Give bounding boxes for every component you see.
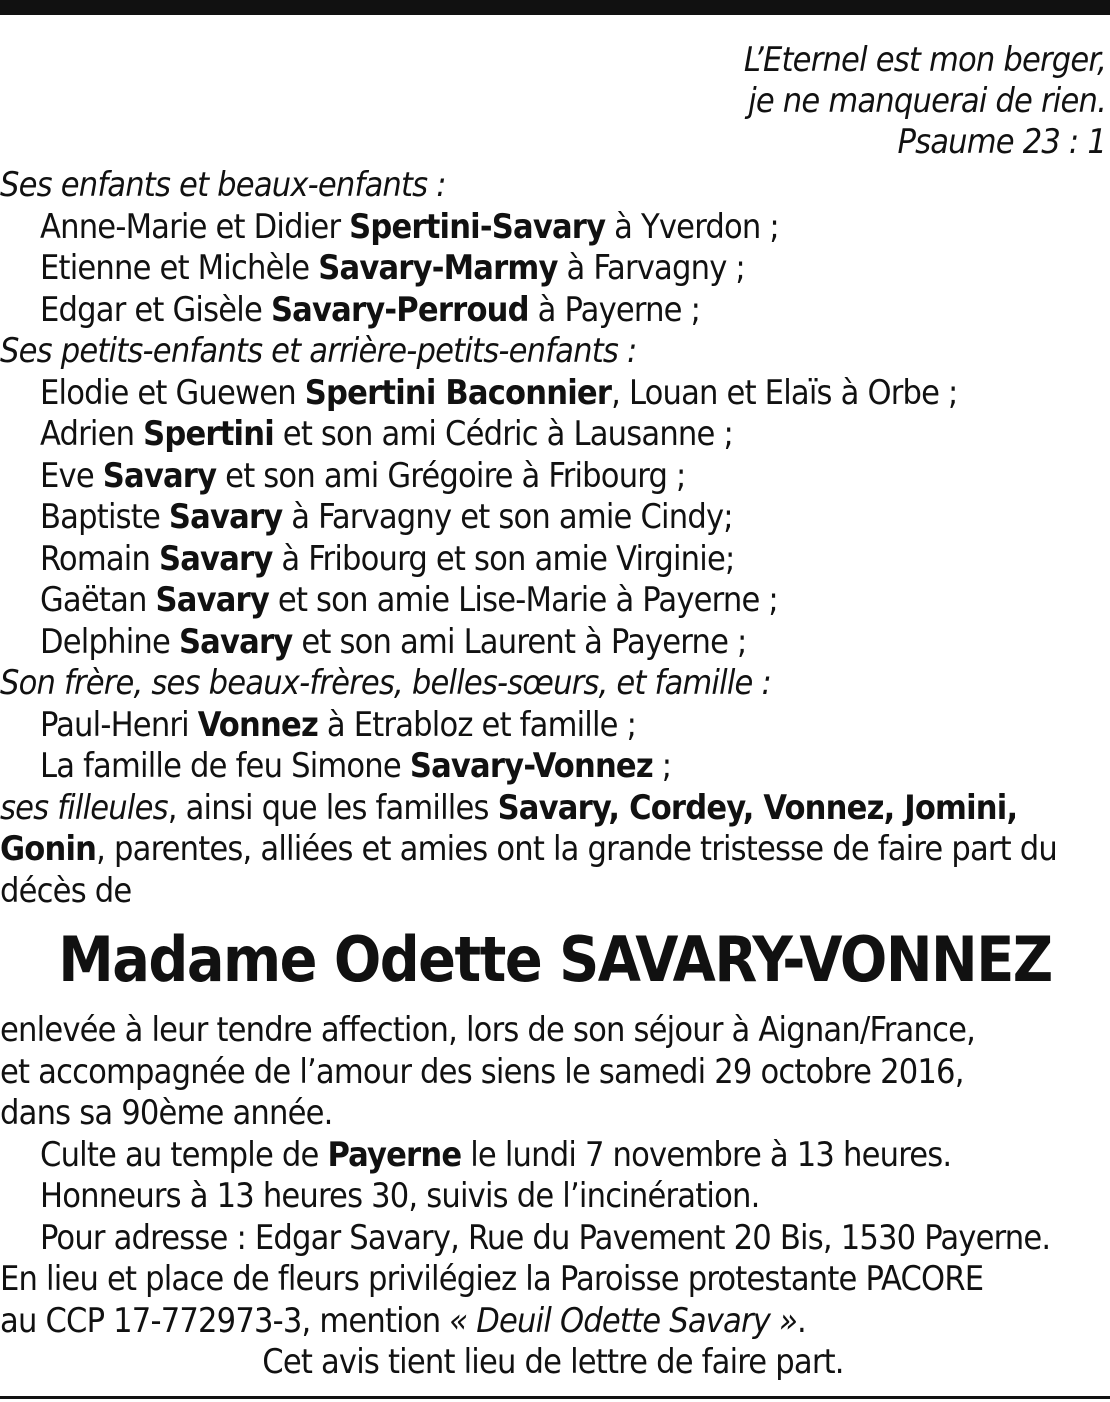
service-honours: Honneurs à 13 heures 30, suivis de l’incinération. bbox=[40, 1176, 760, 1216]
children-entry: Anne-Marie et Didier Spertini-Savary à Yverdon ; bbox=[40, 206, 779, 247]
family-list bbox=[0, 165, 1106, 912]
service-address: Pour adresse : Edgar Savary, Rue du Pavement 20 Bis, 1530 Payerne. bbox=[40, 1217, 1051, 1258]
grandchildren-entry: Gaëtan Savary et son amie Lise-Marie à Payerne ; bbox=[40, 580, 778, 620]
notice-line: et accompagnée de l’amour des siens le samedi 29 octobre 2016, bbox=[0, 1051, 964, 1092]
families-line-3: décès de bbox=[0, 870, 132, 911]
grandchildren-entry: Elodie et Guewen Spertini Baconnier, Louan et Elaïs à Orbe ; bbox=[40, 372, 958, 413]
top-rule bbox=[0, 0, 1110, 15]
siblings-entry: Paul-Henri Vonnez à Etrabloz et famille ; bbox=[40, 704, 637, 745]
siblings-header: Son frère, ses beaux-frères, belles-sœurs, et famille : bbox=[0, 663, 771, 703]
grandchildren-entry: Romain Savary à Fribourg et son amie Virginie; bbox=[40, 538, 735, 579]
families-line-2: Gonin, parentes, alliées et amies ont la grande tristesse de faire part du bbox=[0, 829, 1057, 869]
deceased-name: Madame Odette SAVARY-VONNEZ bbox=[58, 923, 1052, 996]
notice-line: dans sa 90ème année. bbox=[0, 1093, 333, 1133]
donation-line-2: au CCP 17-772973-3, mention « Deuil Odette Savary ». bbox=[0, 1300, 806, 1341]
families-line-1: ses filleules, ainsi que les familles Savary, Cordey, Vonnez, Jomini, bbox=[0, 787, 1018, 828]
grandchildren-entry: Eve Savary et son ami Grégoire à Fribourg ; bbox=[40, 455, 686, 496]
notice-line: enlevée à leur tendre affection, lors de son séjour à Aignan/France, bbox=[0, 1010, 976, 1050]
epigraph-line-1: L’Eternel est mon berger, bbox=[743, 40, 1106, 80]
grandchildren-entry: Adrien Spertini et son ami Cédric à Lausanne ; bbox=[40, 414, 733, 454]
service-cult: Culte au temple de Payerne le lundi 7 novembre à 13 heures. bbox=[40, 1134, 952, 1175]
children-header: Ses enfants et beaux-enfants : bbox=[0, 165, 446, 205]
closing-line: Cet avis tient lieu de lettre de faire part. bbox=[262, 1342, 844, 1382]
bottom-rule bbox=[0, 1396, 1110, 1399]
children-entry: Edgar et Gisèle Savary-Perroud à Payerne ; bbox=[40, 289, 701, 330]
grandchildren-header: Ses petits-enfants et arrière-petits-enfants : bbox=[0, 331, 637, 371]
siblings-entry: La famille de feu Simone Savary-Vonnez ; bbox=[40, 746, 672, 786]
epigraph-line-2: je ne manquerai de rien. bbox=[748, 81, 1106, 121]
notice-body bbox=[0, 1010, 1106, 1384]
children-entry: Etienne et Michèle Savary-Marmy à Farvagny ; bbox=[40, 248, 745, 288]
epigraph bbox=[744, 40, 1106, 163]
epigraph-reference: Psaume 23 : 1 bbox=[897, 122, 1106, 162]
grandchildren-entry: Baptiste Savary à Farvagny et son amie Cindy; bbox=[40, 497, 733, 537]
donation-line-1: En lieu et place de fleurs privilégiez la Paroisse protestante PACORE bbox=[0, 1259, 984, 1299]
grandchildren-entry: Delphine Savary et son ami Laurent à Payerne ; bbox=[40, 621, 747, 662]
